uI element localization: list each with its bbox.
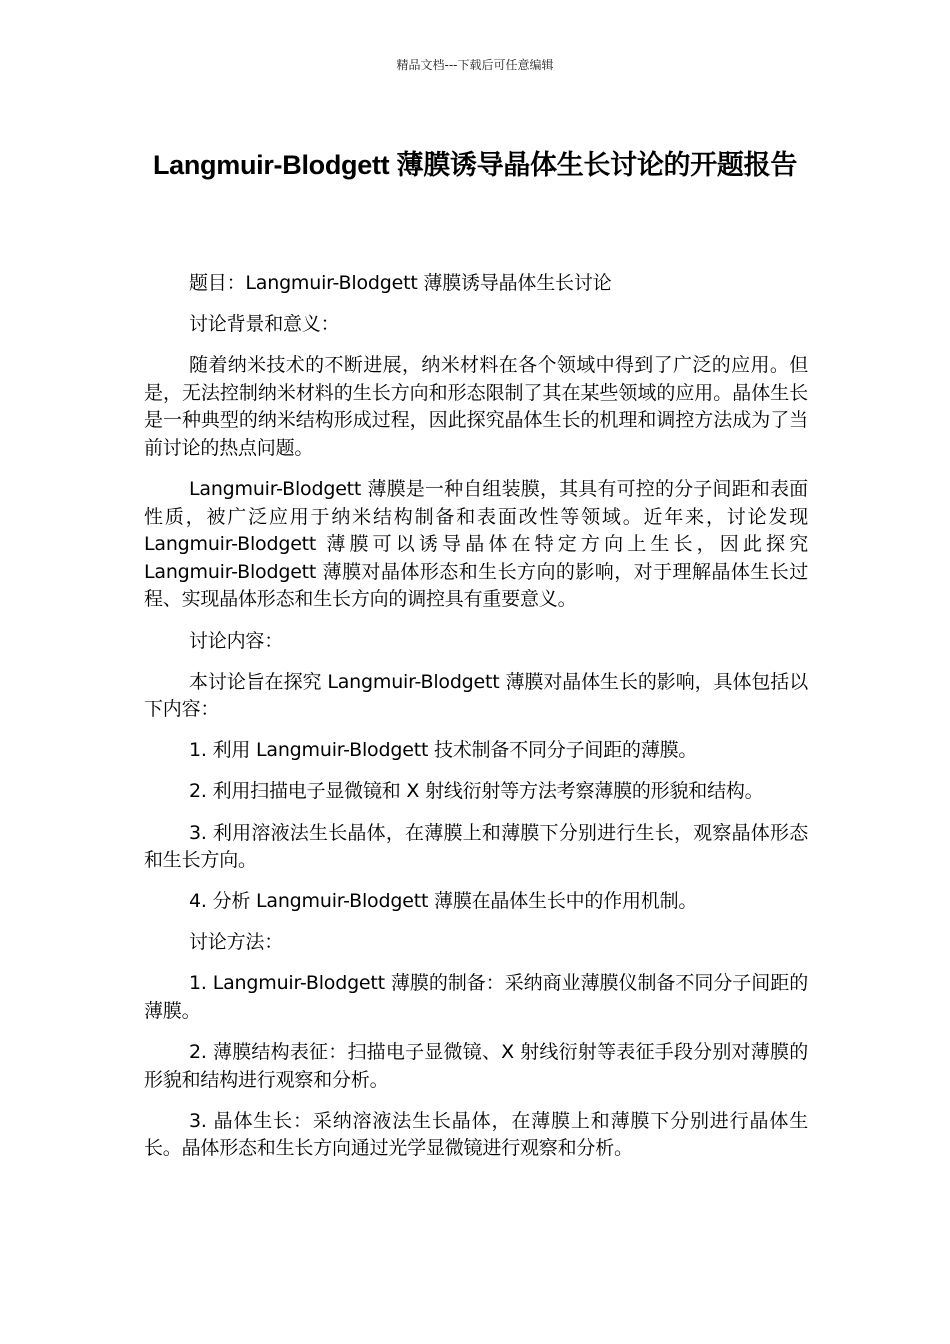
content-item-4: 4. 分析 Langmuir-Blodgett 薄膜在晶体生长中的作用机制。 <box>189 890 698 913</box>
section-heading-background: 讨论背景和意义： <box>189 313 340 336</box>
section-heading-content: 讨论内容： <box>189 629 284 652</box>
paragraph-content-intro: 本讨论旨在探究 Langmuir-Blodgett 薄膜对晶体生长的影响，具体包括以下内容： <box>144 670 808 721</box>
topic-line: 题目：Langmuir-Blodgett 薄膜诱导晶体生长讨论 <box>189 272 612 294</box>
method-item-1: 1. Langmuir-Blodgett 薄膜的制备：采纳商业薄膜仪制备不同分子间距的薄膜。 <box>144 972 808 1022</box>
method-item-3: 3. 晶体生长：采纳溶液法生长晶体，在薄膜上和薄膜下分别进行晶体生长。晶体形态和生长方向通过光学显微镜进行观察和分析。 <box>144 1109 808 1160</box>
paragraph-background-2: Langmuir-Blodgett 薄膜是一种自组装膜，其具有可控的分子间距和表面性质，被广泛应用于纳米结构制备和表面改性等领域。近年来，讨论发现 Langmuir-Blodgett 薄膜可以诱导晶体在特定方向上生长，因此探究 Langmuir-Blodgett 薄膜对晶体形态和生长方向的影响，对于理解晶体生长过程、实现晶体形态和生长方向的调控具有重要意义。 <box>144 478 808 611</box>
section-heading-method: 讨论方法： <box>189 931 284 954</box>
content-item-3: 3. 利用溶液法生长晶体，在薄膜上和薄膜下分别进行生长，观察晶体形态和生长方向。 <box>144 821 808 872</box>
header-note: 精品文档---下载后可任意编辑 <box>396 58 554 72</box>
document-title: Langmuir-Blodgett 薄膜诱导晶体生长讨论的开题报告 <box>152 150 798 180</box>
document-body <box>144 270 808 1176</box>
content-item-1: 1. 利用 Langmuir-Blodgett 技术制备不同分子间距的薄膜。 <box>189 739 698 762</box>
method-item-2: 2. 薄膜结构表征：扫描电子显微镜、X 射线衍射等表征手段分别对薄膜的形貌和结构进行观察和分析。 <box>144 1041 808 1091</box>
paragraph-background-1: 随着纳米技术的不断进展，纳米材料在各个领域中得到了广泛的应用。但是，无法控制纳米材料的生长方向和形态限制了其在某些领域的应用。晶体生长是一种典型的纳米结构形成过程，因此探究晶体生长的机理和调控方法成为了当前讨论的热点问题。 <box>144 354 808 459</box>
content-item-2: 2. 利用扫描电子显微镜和 X 射线衍射等方法考察薄膜的形貌和结构。 <box>189 780 764 803</box>
